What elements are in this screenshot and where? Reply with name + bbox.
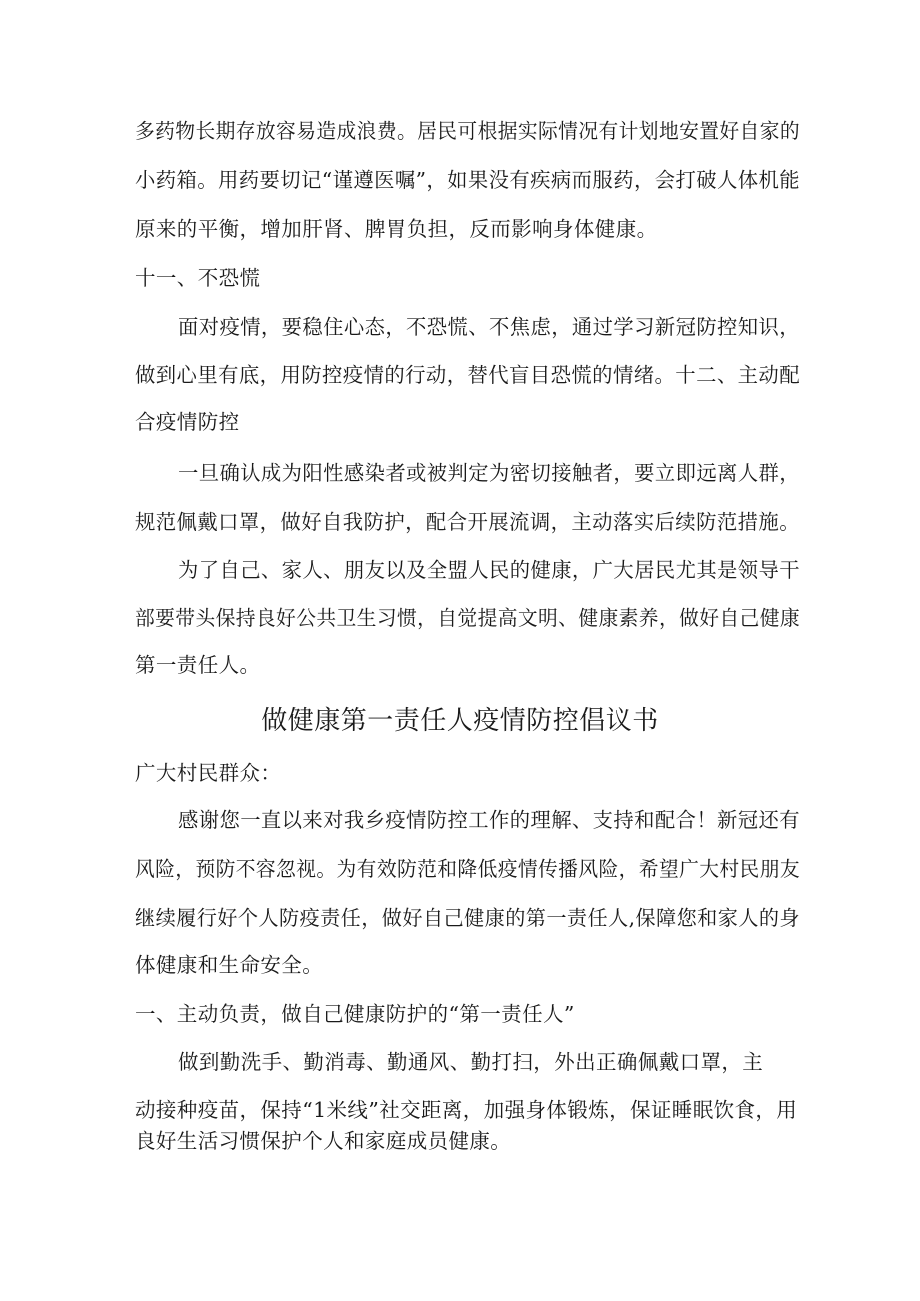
paragraph-line: 体健康和生命安全。 [135, 953, 324, 977]
paragraph-line: 良好生活习惯保护个人和家庭成员健康。 [135, 1129, 512, 1153]
paragraph-line: 合疫情防控 [135, 410, 240, 434]
paragraph-line: 感谢您一直以来对我乡疫情防控工作的理解、支持和配合！新冠还有 [178, 808, 800, 832]
paragraph-line: 继续履行好个人防疫责任，做好自己健康的第一责任人,保障您和家人的身 [135, 906, 800, 930]
document-title: 做健康第一责任人疫情防控倡议书 [261, 706, 659, 736]
paragraph-line: 规范佩戴口罩，做好自我防护，配合开展流调，主动落实后续防范措施。 [135, 510, 801, 534]
paragraph-line: 做到勤洗手、勤消毒、勤通风、勤打扫，外出正确佩戴口罩，主 [178, 1050, 764, 1074]
paragraph-line: 一旦确认成为阳性感染者或被判定为密切接触者，要立即远离人群， [178, 461, 800, 485]
paragraph-line: 为了自己、家人、朋友以及全盟人民的健康，广大居民尤其是领导干 [178, 558, 800, 582]
paragraph-line: 小药箱。用药要切记“谨遵医嘱”，如果没有疾病而服药，会打破人体机能 [135, 168, 800, 192]
paragraph-line: 部要带头保持良好公共卫生习惯，自觉提高文明、健康素养，做好自己健康 [135, 606, 801, 630]
paragraph-line: 风险，预防不容忽视。为有效防范和降低疫情传播风险，希望广大村民朋友 [135, 857, 801, 881]
section-heading: 一、主动负责，做自己健康防护的“第一责任人” [135, 1002, 575, 1026]
paragraph-line: 多药物长期存放容易造成浪费。居民可根据实际情况有计划地安置好自家的 [135, 119, 801, 143]
paragraph-line: 动接种疫苗，保持“1米线”社交距离，加强身体锻炼，保证睡眠饮食，用 [135, 1098, 798, 1122]
section-heading: 十一、不恐慌 [135, 266, 261, 290]
paragraph-line: 做到心里有底，用防控疫情的行动，替代盲目恐慌的情绪。十二、主动配 [135, 363, 801, 387]
salutation: 广大村民群众： [135, 761, 282, 785]
paragraph-line: 面对疫情，要稳住心态，不恐慌、不焦虑，通过学习新冠防控知识， [178, 315, 800, 339]
paragraph-line: 原来的平衡，增加肝肾、脾胃负担，反而影响身体健康。 [135, 217, 658, 241]
paragraph-line: 第一责任人。 [135, 653, 261, 677]
